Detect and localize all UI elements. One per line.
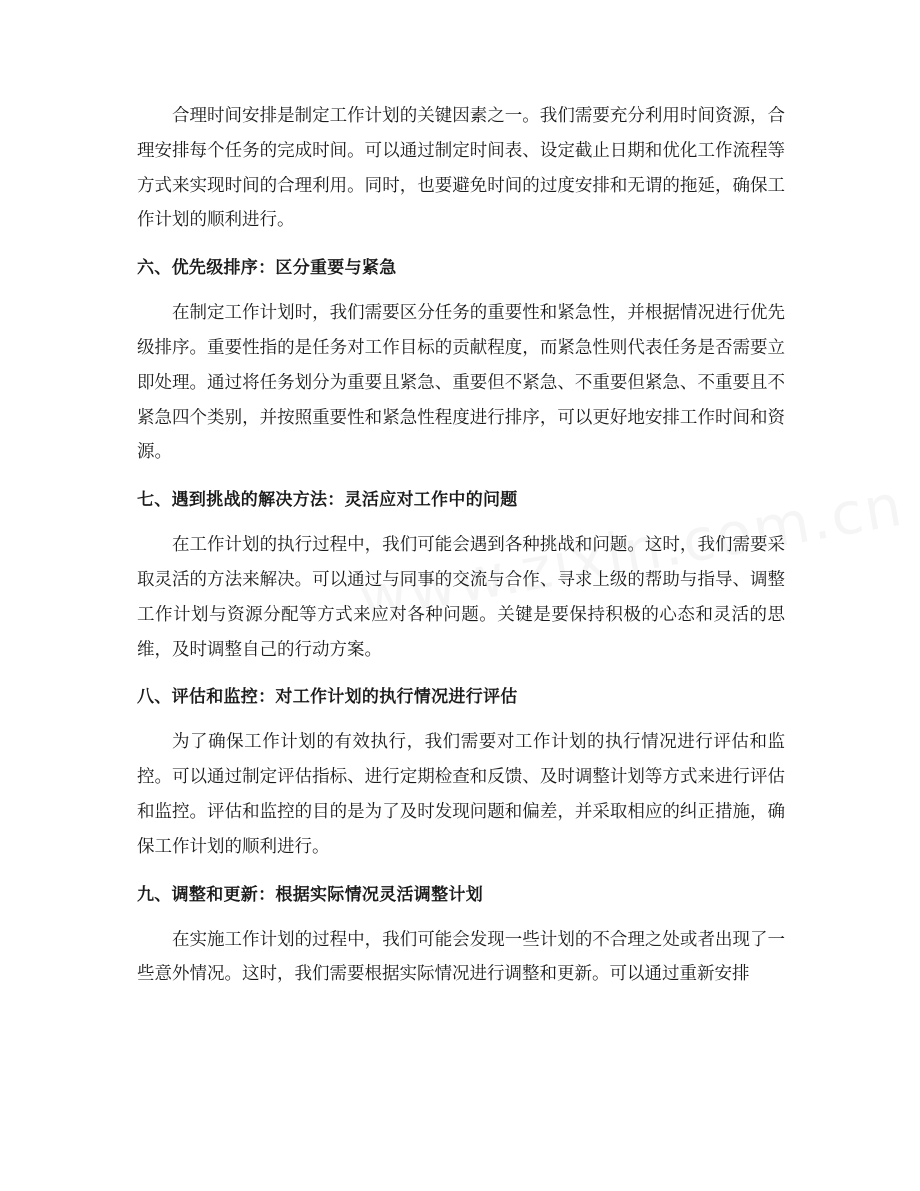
heading-section-7: 七、遇到挑战的解决方法：灵活应对工作中的问题: [137, 490, 518, 511]
heading-section-8: 八、评估和监控：对工作计划的执行情况进行评估: [137, 687, 518, 708]
paragraph-adjustment: 在实施工作计划的过程中，我们可能会发现一些计划的不合理之处或者出现了一些意外情况。这时，我们需要根据实际情况进行调整和更新。可以通过重新安排: [137, 929, 785, 985]
document-body: [137, 99, 785, 992]
paragraph-evaluation: 为了确保工作计划的有效执行，我们需要对工作计划的执行情况进行评估和监控。可以通过制定评估指标、进行定期检查和反馈、及时调整计划等方式来进行评估和监控。评估和监控的目的是为了及时发现问题和偏差，并采取相应的纠正措施，确保工作计划的顺利进行。: [137, 732, 785, 857]
paragraph-priority: 在制定工作计划时，我们需要区分任务的重要性和紧急性，并根据情况进行优先级排序。重要性指的是任务对工作目标的贡献程度，而紧急性则代表任务是否需要立即处理。通过将任务划分为重要且紧急、重要但不紧急、不重要但紧急、不重要且不紧急四个类别，并按照重要性和紧急性程度进行排序，可以更好地安排工作时间和资源。: [137, 303, 785, 463]
paragraph-challenges: 在工作计划的执行过程中，我们可能会遇到各种挑战和问题。这时，我们需要采取灵活的方法来解决。可以通过与同事的交流与合作、寻求上级的帮助与指导、调整工作计划与资源分配等方式来应对各种问题。关键是要保持积极的心态和灵活的思维，及时调整自己的行动方案。: [137, 535, 785, 660]
paragraph-time-arrangement: 合理时间安排是制定工作计划的关键因素之一。我们需要充分利用时间资源，合理安排每个任务的完成时间。可以通过制定时间表、设定截止日期和优化工作流程等方式来实现时间的合理利用。同时，也要避免时间的过度安排和无谓的拖延，确保工作计划的顺利进行。: [137, 106, 785, 231]
heading-section-9: 九、调整和更新：根据实际情况灵活调整计划: [137, 884, 483, 905]
heading-section-6: 六、优先级排序：区分重要与紧急: [137, 258, 397, 279]
